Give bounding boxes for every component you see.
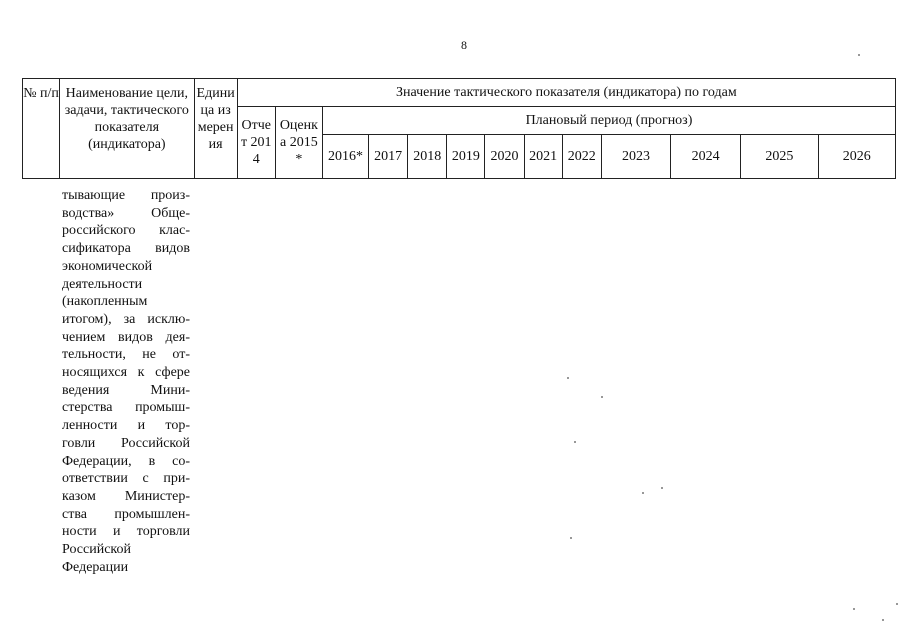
text-line: итогом), за исклю- bbox=[62, 311, 190, 327]
scan-speck bbox=[661, 487, 663, 489]
year-cell: 2020 bbox=[485, 135, 524, 179]
scan-speck bbox=[642, 492, 644, 494]
scan-speck bbox=[853, 608, 855, 610]
scan-speck bbox=[570, 537, 572, 539]
scan-speck bbox=[567, 377, 569, 379]
scan-speck bbox=[601, 396, 603, 398]
text-line: (накопленным bbox=[62, 294, 148, 310]
text-line: чением видов дея- bbox=[62, 329, 190, 345]
scan-speck bbox=[882, 619, 884, 621]
header-values: Значение тактического показателя (индикатора) по годам bbox=[237, 79, 895, 107]
indicator-table-header bbox=[22, 78, 896, 179]
text-line: ства промышлен- bbox=[62, 506, 190, 522]
text-line: сификатора видов bbox=[62, 241, 190, 257]
indicator-name-continuation bbox=[62, 187, 190, 576]
scan-speck bbox=[858, 54, 860, 56]
year-cell: 2025 bbox=[741, 135, 818, 179]
header-estimate: Оценка 2015* bbox=[275, 107, 322, 179]
header-unit: Единица измерения bbox=[194, 79, 237, 179]
text-line: тельности, не от- bbox=[62, 347, 190, 363]
year-cell: 2021 bbox=[524, 135, 562, 179]
page-number: 8 bbox=[461, 38, 467, 52]
text-line: российского клас- bbox=[62, 223, 190, 239]
year-cell: 2017 bbox=[369, 135, 408, 179]
year-cell: 2018 bbox=[408, 135, 447, 179]
text-line: стерства промыш- bbox=[62, 400, 190, 416]
text-line: ности и торговли bbox=[62, 524, 190, 540]
year-cell: 2019 bbox=[447, 135, 485, 179]
year-cell: 2023 bbox=[601, 135, 670, 179]
text-line: говли Российской bbox=[62, 435, 190, 451]
scan-speck bbox=[896, 603, 898, 605]
year-cell: 2024 bbox=[671, 135, 741, 179]
text-line: водства» Обще- bbox=[62, 205, 190, 221]
header-num: № п/п bbox=[23, 79, 60, 179]
scan-speck bbox=[574, 441, 576, 443]
text-line: Российской bbox=[62, 542, 131, 558]
header-report: Отчет 2014 bbox=[237, 107, 275, 179]
text-line: ленности и тор- bbox=[62, 418, 190, 434]
header-name: Наименование цели, задачи, тактического показателя (индикатора) bbox=[60, 79, 194, 179]
text-line: тывающие произ- bbox=[62, 188, 190, 203]
year-cell: 2016* bbox=[322, 135, 368, 179]
text-line: экономической bbox=[62, 258, 153, 274]
year-cell: 2026 bbox=[818, 135, 895, 179]
header-planned: Плановый период (прогноз) bbox=[322, 107, 895, 135]
text-line: ведения Мини- bbox=[62, 382, 190, 398]
text-line: Федерации, в со- bbox=[62, 453, 190, 469]
text-line: казом Министер- bbox=[62, 488, 190, 504]
text-line: ответствии с при- bbox=[62, 471, 190, 487]
text-line: деятельности bbox=[62, 276, 143, 292]
text-line: Федерации bbox=[62, 559, 129, 575]
year-cell: 2022 bbox=[562, 135, 601, 179]
text-line: носящихся к сфере bbox=[62, 365, 190, 381]
